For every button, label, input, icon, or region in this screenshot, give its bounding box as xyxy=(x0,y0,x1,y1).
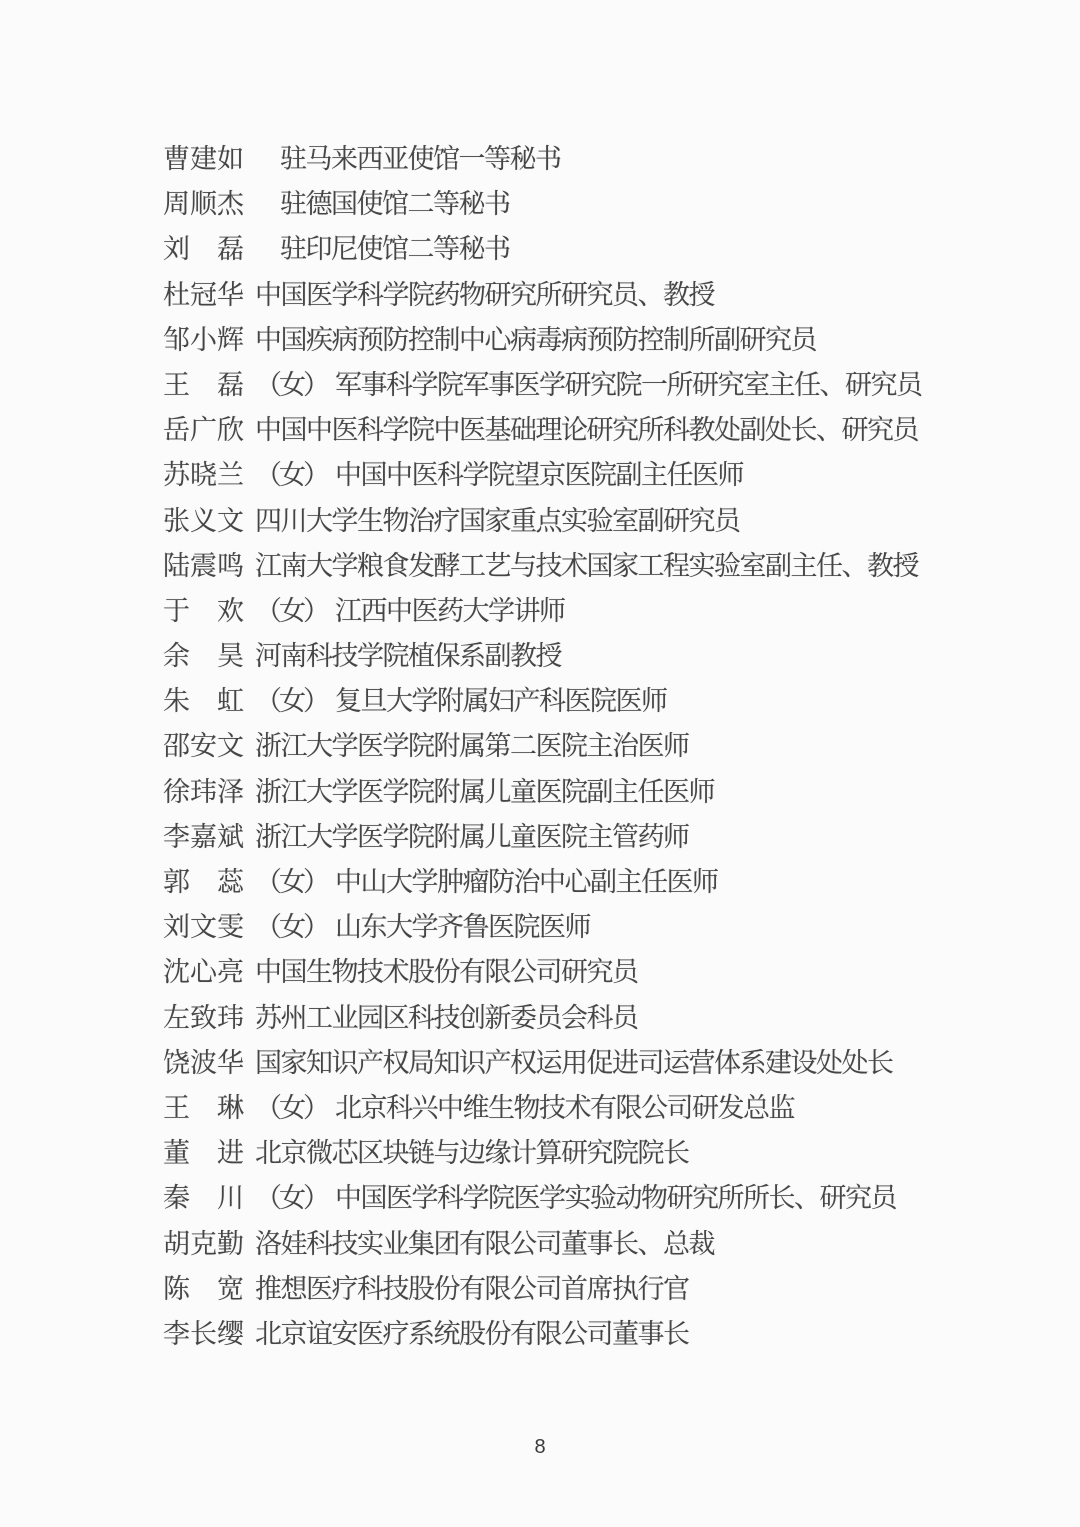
person-title: 驻德国使馆二等秘书 xyxy=(280,189,510,220)
list-item xyxy=(163,1267,1050,1312)
person-name: 沈心亮 xyxy=(163,957,244,988)
list-item xyxy=(163,1312,1050,1357)
person-name: 苏晓兰 xyxy=(163,460,244,491)
person-name: 王 琳 xyxy=(163,1092,244,1123)
person-title: 浙江大学医学院附属儿童医院副主任医师 xyxy=(255,776,714,807)
person-name: 岳广欣 xyxy=(163,415,244,446)
person-title: 驻马来西亚使馆一等秘书 xyxy=(280,144,561,174)
list-item xyxy=(163,182,1050,227)
awardee-list xyxy=(163,137,1050,1357)
person-name: 王 磊 xyxy=(163,369,244,400)
gender-note: （女） xyxy=(255,369,327,400)
list-item xyxy=(163,499,1050,544)
person-title: 军事科学院军事医学研究院一所研究室主任、研究员 xyxy=(335,369,922,400)
person-title: 驻印尼使馆二等秘书 xyxy=(280,234,510,265)
person-name: 秦 川 xyxy=(163,1183,244,1214)
person-name: 朱 虹 xyxy=(163,686,244,717)
list-item xyxy=(163,318,1050,363)
gender-note: （女） xyxy=(255,912,327,943)
person-title: 河南科技学院植保系副教授 xyxy=(255,641,561,672)
person-name: 李嘉斌 xyxy=(163,821,244,852)
list-item xyxy=(163,1086,1050,1131)
person-title: 苏州工业园区科技创新委员会科员 xyxy=(255,1002,638,1033)
person-title: 推想医疗科技股份有限公司首席执行官 xyxy=(255,1273,689,1304)
list-item xyxy=(163,996,1050,1041)
person-title: 山东大学齐鲁医院医师 xyxy=(335,912,590,943)
person-name: 周顺杰 xyxy=(163,189,244,220)
list-item xyxy=(163,950,1050,995)
list-item xyxy=(163,679,1050,724)
gender-note: （女） xyxy=(255,1183,327,1214)
page-footer xyxy=(0,1432,1080,1462)
person-name: 刘 磊 xyxy=(163,234,244,265)
list-item xyxy=(163,137,1050,182)
person-name: 邹小辉 xyxy=(163,324,244,355)
list-item xyxy=(163,860,1050,905)
list-item xyxy=(163,227,1050,272)
gender-note: （女） xyxy=(255,460,327,491)
list-item xyxy=(163,905,1050,950)
person-name: 刘文雯 xyxy=(163,912,244,943)
person-title: 浙江大学医学院附属儿童医院主管药师 xyxy=(255,821,689,852)
gender-note: （女） xyxy=(255,867,327,897)
list-item xyxy=(163,589,1050,634)
list-item xyxy=(163,273,1050,318)
person-title: 中国中医科学院望京医院副主任医师 xyxy=(335,460,743,491)
person-name: 郭 蕊 xyxy=(163,867,244,897)
person-name: 董 进 xyxy=(163,1138,244,1169)
person-title: 江南大学粮食发酵工艺与技术国家工程实验室副主任、教授 xyxy=(255,550,918,581)
list-item xyxy=(163,453,1050,498)
person-title: 洛娃科技实业集团有限公司董事长、总裁 xyxy=(255,1228,714,1259)
person-name: 张义文 xyxy=(163,505,244,536)
gender-note: （女） xyxy=(255,686,327,717)
list-item xyxy=(163,408,1050,453)
list-item xyxy=(163,1176,1050,1221)
person-title: 中山大学肿瘤防治中心副主任医师 xyxy=(335,867,718,897)
person-name: 曹建如 xyxy=(163,144,244,174)
list-item xyxy=(163,1222,1050,1267)
person-title: 浙江大学医学院附属第二医院主治医师 xyxy=(255,731,689,762)
person-name: 陈 宽 xyxy=(163,1273,244,1304)
person-name: 胡克勤 xyxy=(163,1228,244,1259)
person-title: 中国中医科学院中医基础理论研究所科教处副处长、研究员 xyxy=(255,415,918,446)
list-item xyxy=(163,634,1050,679)
person-title: 复旦大学附属妇产科医院医师 xyxy=(335,686,667,717)
gender-note: （女） xyxy=(255,595,327,626)
person-name: 邵安文 xyxy=(163,731,244,762)
person-title: 国家知识产权局知识产权运用促进司运营体系建设处处长 xyxy=(255,1047,893,1078)
person-name: 余 昊 xyxy=(163,641,244,672)
person-title: 北京科兴中维生物技术有限公司研发总监 xyxy=(335,1092,794,1123)
person-name: 于 欢 xyxy=(163,595,244,626)
list-item xyxy=(163,544,1050,589)
person-title: 中国生物技术股份有限公司研究员 xyxy=(255,957,638,988)
person-title: 中国疾病预防控制中心病毒病预防控制所副研究员 xyxy=(255,324,816,355)
person-name: 李长缨 xyxy=(163,1318,244,1349)
person-name: 杜冠华 xyxy=(163,279,244,310)
list-item xyxy=(163,1041,1050,1086)
person-title: 四川大学生物治疗国家重点实验室副研究员 xyxy=(255,505,740,536)
gender-note: （女） xyxy=(255,1092,327,1123)
person-name: 饶波华 xyxy=(163,1047,244,1078)
page-number: 8 xyxy=(534,1436,546,1458)
list-item xyxy=(163,815,1050,860)
person-title: 北京微芯区块链与边缘计算研究院院长 xyxy=(255,1138,689,1169)
person-name: 陆震鸣 xyxy=(163,550,244,581)
list-item xyxy=(163,724,1050,769)
person-title: 北京谊安医疗系统股份有限公司董事长 xyxy=(255,1318,689,1349)
person-title: 中国医学科学院药物研究所研究员、教授 xyxy=(255,279,714,310)
person-title: 江西中医药大学讲师 xyxy=(335,595,565,626)
person-name: 左致玮 xyxy=(163,1002,244,1033)
person-title: 中国医学科学院医学实验动物研究所所长、研究员 xyxy=(335,1183,896,1214)
list-item xyxy=(163,1131,1050,1176)
list-item xyxy=(163,770,1050,815)
person-name: 徐玮泽 xyxy=(163,776,244,807)
list-item xyxy=(163,363,1050,408)
